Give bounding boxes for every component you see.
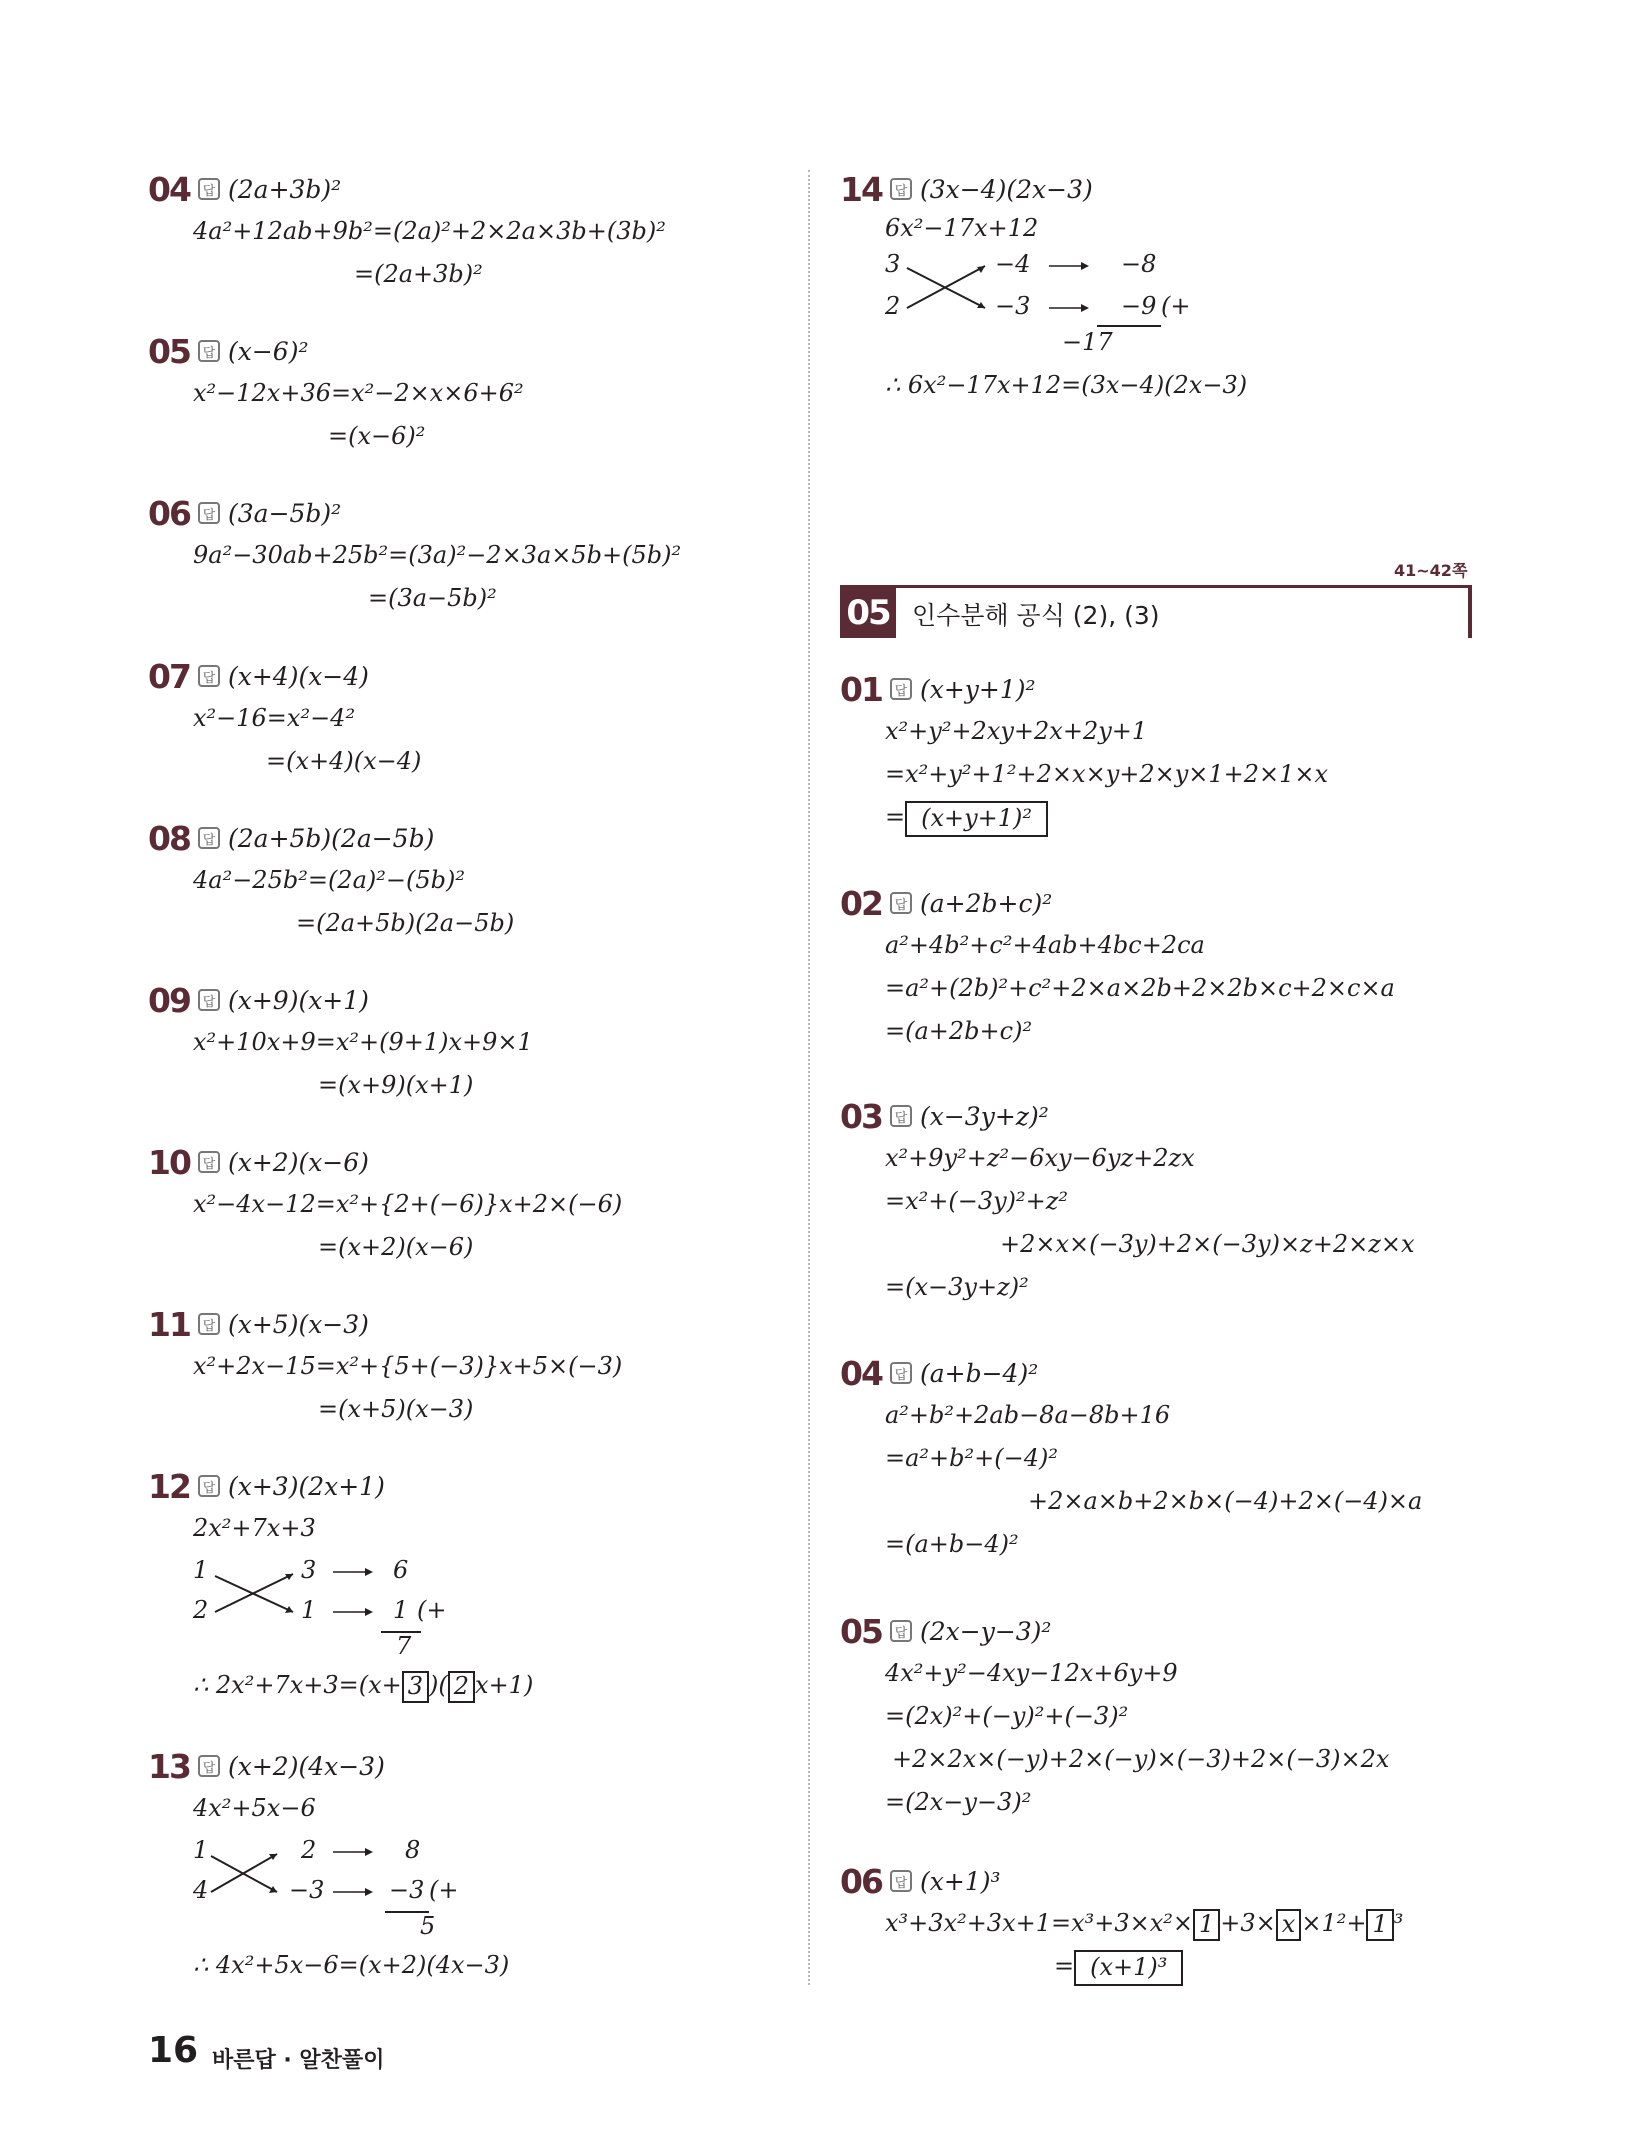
factor-b2: 1 <box>301 1596 317 1624</box>
section-problem-01 <box>840 668 1329 839</box>
plus-sign: (+ <box>429 1876 459 1904</box>
answer-badge-icon: 답 <box>198 502 220 524</box>
solution-line: +2×a×b+2×b×(−4)+2×(−4)×a <box>1028 1487 1423 1515</box>
cross-lines-icon <box>885 246 1205 330</box>
conclusion: ∴ 6x²−17x+12=(3x−4)(2x−3) <box>885 371 1248 399</box>
solution-line: a²+b²+2ab−8a−8b+16 <box>885 1401 1171 1429</box>
answer-badge-icon: 답 <box>198 1151 220 1173</box>
problem-number: 05 <box>148 331 190 371</box>
problem-11 <box>148 1303 623 1431</box>
answer-badge-icon: 답 <box>198 989 220 1011</box>
solution-line: =(2x)²+(−y)²+(−3)² <box>885 1702 1129 1730</box>
factor-b2: −3 <box>289 1876 325 1904</box>
problem-12 <box>148 1465 534 1707</box>
answer: (x−6)² <box>228 336 309 366</box>
section-problem-06 <box>840 1860 1404 1988</box>
answer-box: (x+y+1)² <box>905 801 1048 837</box>
answer: (x+y+1)² <box>920 674 1036 704</box>
answer-box: 2 <box>448 1671 475 1703</box>
section-problem-03 <box>840 1095 1415 1309</box>
problem-10 <box>148 1141 623 1269</box>
factor-a2: 4 <box>193 1876 209 1904</box>
factor-b1: −4 <box>995 250 1031 278</box>
solution-line-boxed: = (x+1)³ <box>1054 1945 1572 1988</box>
answer: (x+5)(x−3) <box>228 1309 369 1339</box>
conclusion: ∴ 2x²+7x+3=(x+ 3 )( 2 x+1) <box>193 1664 533 1707</box>
solution-line: +2×x×(−3y)+2×(−3y)×z+2×z×x <box>1000 1230 1415 1258</box>
solution-line: =x²+(−3y)²+z² <box>885 1187 1069 1215</box>
solution-line: =(a+b−4)² <box>885 1530 1019 1558</box>
cross-sum: 7 <box>396 1632 412 1660</box>
answer: (x−3y+z)² <box>920 1101 1049 1131</box>
solution-line: =a²+b²+(−4)² <box>885 1444 1058 1472</box>
expression: 6x²−17x+12 <box>885 214 1039 242</box>
page-range-label: 41~42쪽 <box>1394 561 1468 580</box>
plus-sign: (+ <box>1161 292 1191 320</box>
answer: (2a+5b)(2a−5b) <box>228 823 435 853</box>
answer: (2x−y−3)² <box>920 1616 1052 1646</box>
answer: (x+1)³ <box>920 1866 1001 1896</box>
answer-badge-icon: 답 <box>890 1620 912 1642</box>
solution-line: =(x+4)(x−4) <box>266 747 422 775</box>
problem-09 <box>148 979 533 1107</box>
problem-07 <box>148 655 422 783</box>
problem-number: 08 <box>148 818 190 858</box>
answer-badge-icon: 답 <box>890 1362 912 1384</box>
solution-line: 4x²+y²−4xy−12x+6y+9 <box>885 1659 1178 1687</box>
solution-line: 9a²−30ab+25b²=(3a)²−2×3a×5b+(5b)² <box>193 541 682 569</box>
problem-number: 11 <box>148 1304 190 1344</box>
factor-a1: 1 <box>193 1556 209 1584</box>
solution-line: a²+4b²+c²+4ab+4bc+2ca <box>885 931 1205 959</box>
answer-badge-icon: 답 <box>198 178 220 200</box>
section-problem-02 <box>840 882 1395 1053</box>
factor-b1: 2 <box>301 1836 317 1864</box>
problem-number: 04 <box>840 1353 882 1393</box>
cross-multiplication <box>193 1830 493 1914</box>
answer-badge-icon: 답 <box>198 1313 220 1335</box>
answer-box: 1 <box>1193 1909 1220 1941</box>
solution-line: x²−16=x²−4² <box>193 704 356 732</box>
column-divider <box>808 170 810 1985</box>
answer: (x+9)(x+1) <box>228 985 369 1015</box>
answer-box: 1 <box>1366 1909 1393 1941</box>
answer: (3x−4)(2x−3) <box>920 174 1093 204</box>
product-2: −3 <box>389 1876 425 1904</box>
section-problem-04 <box>840 1352 1423 1566</box>
cross-sum: 5 <box>420 1912 436 1940</box>
cross-lines-icon <box>193 1550 493 1634</box>
answer-badge-icon: 답 <box>198 665 220 687</box>
solution-line: x²+10x+9=x²+(9+1)x+9×1 <box>193 1028 533 1056</box>
problem-number: 06 <box>148 493 190 533</box>
cross-multiplication <box>193 1550 493 1634</box>
answer-badge-icon: 답 <box>198 1475 220 1497</box>
problem-number: 12 <box>148 1466 190 1506</box>
section-problem-05 <box>840 1610 1390 1824</box>
product-1: −8 <box>1121 250 1157 278</box>
problem-13 <box>148 1745 510 1987</box>
answer-badge-icon: 답 <box>890 892 912 914</box>
answer: (x+4)(x−4) <box>228 661 369 691</box>
answer-badge-icon: 답 <box>890 178 912 200</box>
answer-box: x <box>1276 1909 1302 1941</box>
answer-badge-icon: 답 <box>198 1755 220 1777</box>
product-2: 1 <box>393 1596 409 1624</box>
conclusion: ∴ 4x²+5x−6=(x+2)(4x−3) <box>193 1951 510 1979</box>
answer: (x+2)(4x−3) <box>228 1751 385 1781</box>
problem-14 <box>840 168 1248 407</box>
cross-sum: −17 <box>1062 328 1113 356</box>
section-title: 인수분해 공식 (2), (3) <box>912 601 1160 630</box>
solution-line: =(2a+3b)² <box>354 260 483 288</box>
solution-line: =(3a−5b)² <box>368 584 497 612</box>
solution-line: x²+2x−15=x²+{5+(−3)}x+5×(−3) <box>193 1352 623 1380</box>
product-2: −9 <box>1121 292 1157 320</box>
answer-box: (x+1)³ <box>1074 1950 1183 1986</box>
section-header <box>840 585 1472 638</box>
solution-line: =(a+2b+c)² <box>885 1017 1033 1045</box>
problem-number: 10 <box>148 1142 190 1182</box>
answer-badge-icon: 답 <box>890 1870 912 1892</box>
solution-line-boxed: = (x+y+1)² <box>885 796 1328 839</box>
answer-box: 3 <box>402 1671 429 1703</box>
solution-line: x³+3x²+3x+1=x³+3×x²× 1 +3× x ×1²+ 1 ³ <box>885 1902 1403 1945</box>
answer: (x+3)(2x+1) <box>228 1471 385 1501</box>
product-1: 8 <box>405 1836 421 1864</box>
answer-badge-icon: 답 <box>198 827 220 849</box>
factor-a2: 2 <box>193 1596 209 1624</box>
problem-06 <box>148 492 682 620</box>
problem-08 <box>148 817 515 945</box>
solution-line: =(2x−y−3)² <box>885 1788 1032 1816</box>
answer-badge-icon: 답 <box>890 678 912 700</box>
plus-sign: (+ <box>417 1596 447 1624</box>
answer: (x+2)(x−6) <box>228 1147 369 1177</box>
answer: (a+2b+c)² <box>920 888 1053 918</box>
problem-number: 07 <box>148 656 190 696</box>
problem-04 <box>148 168 666 296</box>
factor-a2: 2 <box>885 292 901 320</box>
solution-line: x²−4x−12=x²+{2+(−6)}x+2×(−6) <box>193 1190 623 1218</box>
solution-line: =x²+y²+1²+2×x×y+2×y×1+2×1×x <box>885 760 1329 788</box>
problem-05 <box>148 330 524 458</box>
problem-number: 01 <box>840 669 882 709</box>
solution-line: =a²+(2b)²+c²+2×a×2b+2×2b×c+2×c×a <box>885 974 1395 1002</box>
factor-b1: 3 <box>301 1556 317 1584</box>
product-1: 6 <box>393 1556 409 1584</box>
factor-b2: −3 <box>995 292 1031 320</box>
solution-line: 4a²+12ab+9b²=(2a)²+2×2a×3b+(3b)² <box>193 217 666 245</box>
problem-number: 06 <box>840 1861 882 1901</box>
section-number: 05 <box>840 588 896 638</box>
expression: 4x²+5x−6 <box>193 1794 316 1822</box>
solution-line: x²+9y²+z²−6xy−6yz+2zx <box>885 1144 1195 1172</box>
solution-line: x²−12x+36=x²−2×x×6+6² <box>193 379 524 407</box>
factor-a1: 1 <box>193 1836 209 1864</box>
answer-badge-icon: 답 <box>198 340 220 362</box>
answer-badge-icon: 답 <box>890 1105 912 1127</box>
page-number: 16 <box>148 2030 199 2071</box>
solution-line: 4a²−25b²=(2a)²−(5b)² <box>193 866 465 894</box>
answer: (a+b−4)² <box>920 1358 1039 1388</box>
cross-multiplication <box>885 246 1205 330</box>
solution-line: =(x−3y+z)² <box>885 1273 1029 1301</box>
problem-number: 09 <box>148 980 190 1020</box>
solution-line: =(x+5)(x−3) <box>318 1395 474 1423</box>
expression: 2x²+7x+3 <box>193 1514 316 1542</box>
factor-a1: 3 <box>885 250 901 278</box>
solution-line: x²+y²+2xy+2x+2y+1 <box>885 717 1148 745</box>
problem-number: 04 <box>148 169 190 209</box>
answer: (2a+3b)² <box>228 174 342 204</box>
problem-number: 03 <box>840 1096 882 1136</box>
problem-number: 05 <box>840 1611 882 1651</box>
answer: (3a−5b)² <box>228 498 342 528</box>
solution-line: =(2a+5b)(2a−5b) <box>296 909 515 937</box>
solution-line: +2×2x×(−y)+2×(−y)×(−3)+2×(−3)×2x <box>892 1745 1390 1773</box>
problem-number: 14 <box>840 169 882 209</box>
solution-line: =(x−6)² <box>328 422 426 450</box>
solution-line: =(x+2)(x−6) <box>318 1233 474 1261</box>
footer-label: 바른답 · 알찬풀이 <box>212 2048 385 2073</box>
problem-number: 02 <box>840 883 882 923</box>
problem-number: 13 <box>148 1746 190 1786</box>
solution-line: =(x+9)(x+1) <box>318 1071 474 1099</box>
